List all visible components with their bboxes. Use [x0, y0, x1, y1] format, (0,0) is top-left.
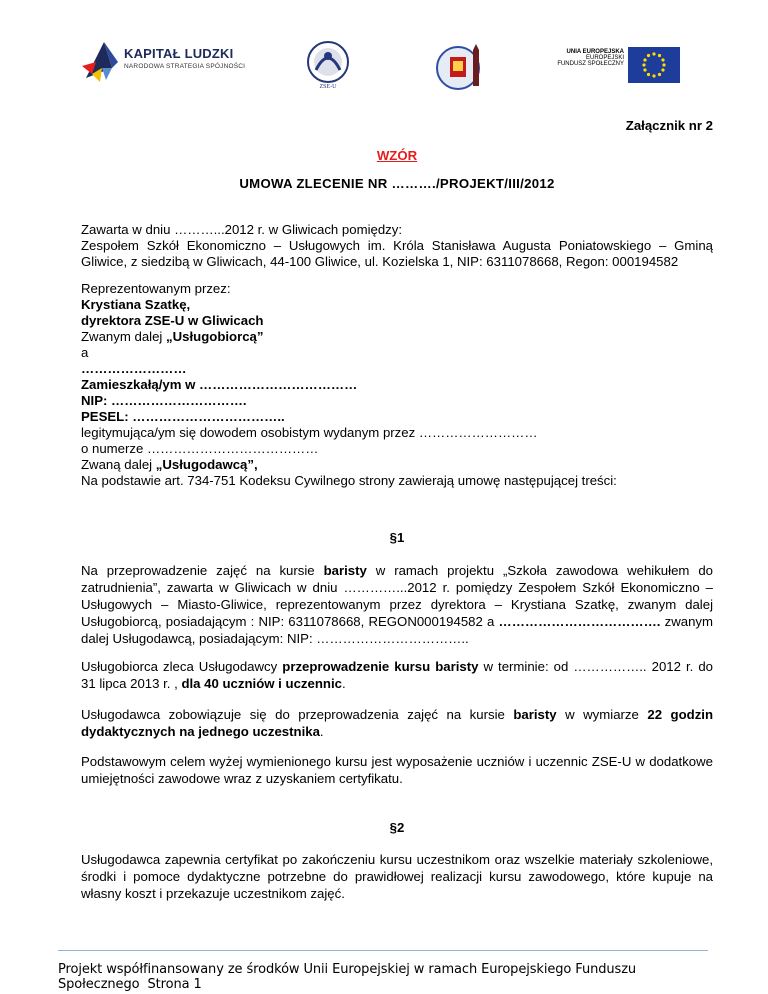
template-label: WZÓR [376, 148, 418, 163]
section-1-paragraph-4: Podstawowym celem wyżej wymienionego kursu jest wyposażenie uczniów i uczennic ZSE-U w dodatkowe umiejętności zawodowe wraz z uzyskaniem certyfikatu. [81, 754, 713, 786]
called-contractor-name: „Usługodawcą”, [155, 457, 258, 472]
legal-basis: Na podstawie art. 734-751 Kodeksu Cywilnego strony zawierają umowę następującej treści: [81, 473, 617, 488]
eu-flag-icon [628, 47, 680, 83]
zseu-label: ZSE-U [319, 84, 337, 90]
s1p1-text-b: baristy [323, 563, 367, 578]
s1p3-text-e: . [319, 724, 324, 739]
residing-field: Zamieszkałą/ym w ……………………………… [81, 377, 358, 392]
gliwice-logo [436, 44, 486, 92]
page-number: Strona 1 [147, 977, 202, 992]
id-card-field: legitymująca/ym się dowodem osobistym wydanym przez ……………………… [81, 425, 538, 440]
called-contractor [81, 457, 713, 473]
section-1-paragraph-3 [81, 706, 713, 740]
s1p1-text-c: w ramach projektu „Szkoła zawodowa wehikułem do zatrudnienia”, zawarta w Gliwicach w dniu …………...2012 r. pomiędzy Zespołem Szkół Ekonomiczno – Usługowych – Miasto-Gliwice, reprezentowanym przez dyrektora – Krystiana Szatkę, zwanym dalej Usługobiorcą, posiadającym : NIP: 6311078668, REGON000194582 a [81, 563, 713, 629]
footer-text: Projekt współfinansowany ze środków Unii Europejskiej w ramach Europejskiego Funduszu Społecznego [58, 962, 637, 992]
intro-line-1: Zawarta w dniu ………...2012 r. w Gliwicach pomiędzy: [81, 222, 403, 237]
eu-title: UNIA EUROPEJSKA [566, 49, 624, 55]
footer [58, 962, 718, 992]
section-2-heading: §2 [389, 820, 405, 835]
representative-position: dyrektora ZSE-U w Gliwicach [81, 313, 264, 328]
called-contractor-prefix: Zwaną dalej [81, 457, 156, 472]
s1p1-text-e: zwanym dalej Usługodawcą, posiadającym: NIP: …………………………….. [81, 614, 714, 646]
intro-line-2: Zespołem Szkół Ekonomiczno – Usługowych im. Króla Stanisława Augusta Poniatowskiego – Gminą Gliwice, z siedzibą w Gliwicach, 44-100 Gliwice, ul. Kozielska 1, NIP: 6311078668, Regon: 000194582 [81, 238, 713, 269]
kapital-ludzki-title: KAPITAŁ LUDZKI [124, 46, 234, 61]
eu-subtitle-2: FUNDUSZ SPOŁECZNY [557, 61, 624, 67]
section-1-paragraph-1 [81, 562, 713, 647]
s1p3-text-b: baristy [513, 707, 557, 722]
called-client-name: „Usługobiorcą” [166, 329, 264, 344]
kapital-ludzki-emblem-icon [82, 38, 122, 86]
kapital-ludzki-subtitle: NARODOWA STRATEGIA SPÓJNOŚCI [124, 63, 246, 70]
s1p2-text-b: przeprowadzenie kursu baristy [282, 659, 479, 674]
eu-logo [548, 47, 678, 83]
conjunction: a [81, 345, 89, 360]
called-client [81, 329, 713, 345]
s1p2-text-c: w terminie: od …………….. 2012 r. do 31 lipca 2013 r. , [81, 659, 713, 691]
parties-block [81, 281, 713, 489]
id-number-field: o numerze ………………………………… [81, 441, 319, 456]
nip-field: NIP: …………………………. [81, 393, 247, 408]
zseu-logo [298, 40, 358, 92]
gliwice-emblem-icon [436, 44, 486, 92]
attachment-label: Załącznik nr 2 [625, 118, 713, 133]
footer-divider [58, 950, 708, 951]
s1p2-text-d: dla 40 uczniów i uczennic [181, 676, 342, 691]
pesel-field: PESEL: …………………………….. [81, 409, 285, 424]
section-2-paragraph-1: Usługodawca zapewnia certyfikat po zakończeniu kursu uczestnikom oraz wszelkie materiały szkoleniowe, środki i pomoce dydaktyczne potrzebne do prawidłowej realizacji kursu zawodowego, które kupuje na własny koszt i przekazuje uczestnikom zajęć. [81, 852, 713, 901]
logo-bar [0, 0, 768, 100]
kapital-ludzki-logo [82, 38, 252, 86]
s1p3-text-d: 22 godzin dydaktycznych na jednego uczestnika [81, 707, 714, 739]
contract-title: UMOWA ZLECENIE NR ………./PROJEKT/III/2012 [239, 176, 555, 191]
s1p2-text-e: . [341, 676, 346, 691]
contractor-name-placeholder: …………………… [81, 361, 187, 376]
s1p3-text-c: w wymiarze [556, 707, 648, 722]
s1p2-text-a: Usługobiorca zleca Usługodawcy [81, 659, 283, 674]
s1p3-text-a: Usługodawca zobowiązuje się do przeprowadzenia zajęć na kursie [81, 707, 514, 722]
represented-by: Reprezentowanym przez: [81, 281, 231, 296]
zseu-emblem-icon [298, 40, 358, 84]
representative-name: Krystiana Szatkę, [81, 297, 191, 312]
intro-block [81, 222, 713, 270]
s1p1-text-a: Na przeprowadzenie zajęć na kursie [81, 563, 324, 578]
s1p1-text-d: ………………………………. [498, 614, 661, 629]
section-1-paragraph-2 [81, 658, 713, 692]
called-client-prefix: Zwanym dalej [81, 329, 167, 344]
section-1-heading: §1 [389, 530, 405, 545]
eu-subtitle-1: EUROPEJSKI [585, 55, 624, 61]
